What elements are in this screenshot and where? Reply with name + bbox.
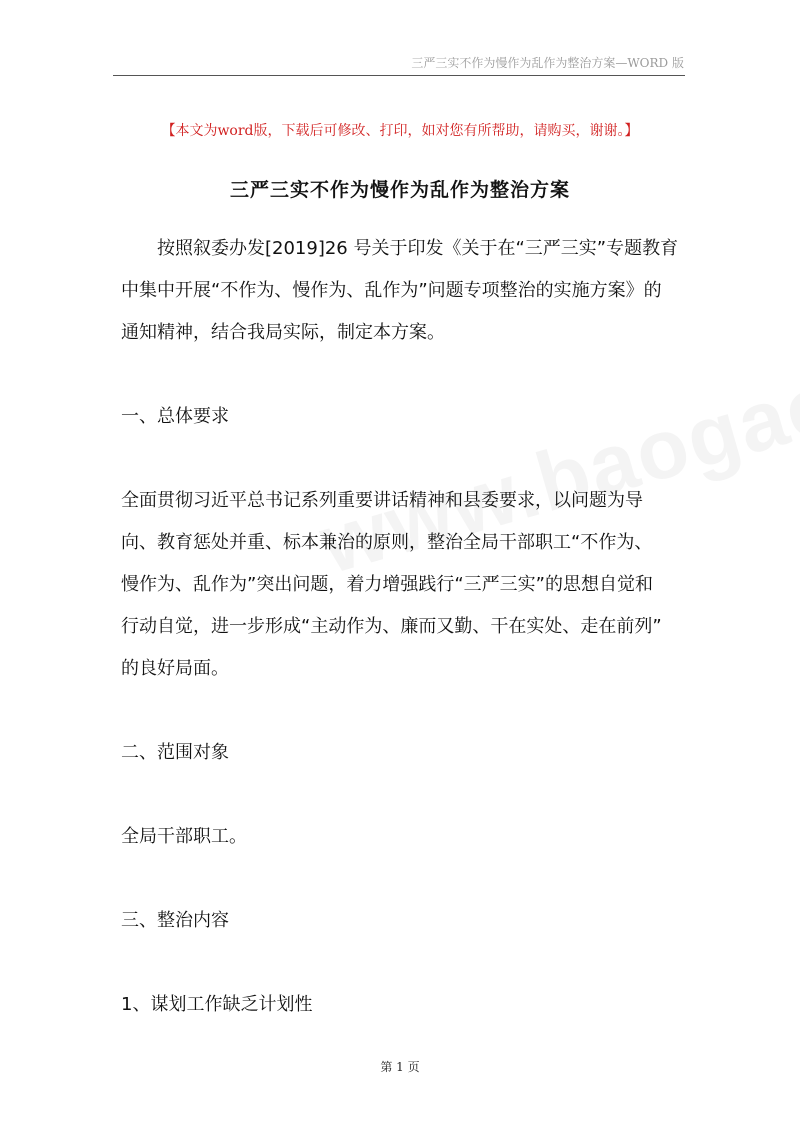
general-requirements-paragraph <box>121 480 691 690</box>
paragraph-line: 慢作为、乱作为”突出问题，着力增强践行“三严三实”的思想自觉和 <box>121 574 653 595</box>
section-heading-general-requirements: 一、总体要求 <box>121 406 229 427</box>
subheading-planning: 1、谋划工作缺乏计划性 <box>121 994 313 1015</box>
page-number: 第 1 页 <box>380 1060 420 1074</box>
scope-paragraph <box>121 816 691 858</box>
header-divider <box>113 75 685 76</box>
paragraph-line: 全局干部职工。 <box>121 826 247 847</box>
paragraph-line: 行动自觉，进一步形成“主动作为、廉而又勤、干在实处、走在前列” <box>121 616 662 637</box>
paragraph-line: 按照叙委办发[2019]26 号关于印发《关于在“三严三实”专题教育 <box>157 238 679 259</box>
paragraph-line: 全面贯彻习近平总书记系列重要讲话精神和县委要求，以问题为导 <box>121 490 643 511</box>
document-title: 三严三实不作为慢作为乱作为整治方案 <box>229 179 570 201</box>
running-header: 三严三实不作为慢作为乱作为整治方案—WORD 版 <box>411 56 684 70</box>
intro-paragraph <box>121 228 691 354</box>
section-heading-rectification-content: 三、整治内容 <box>121 910 229 931</box>
purchase-notice: 【本文为word版，下载后可修改、打印，如对您有所帮助，请购买，谢谢。】 <box>161 123 639 139</box>
paragraph-line: 的良好局面。 <box>121 658 229 679</box>
paragraph-line: 向、教育惩处并重、标本兼治的原则，整治全局干部职工“不作为、 <box>121 532 653 553</box>
paragraph-line: 通知精神，结合我局实际，制定本方案。 <box>121 322 445 343</box>
section-heading-scope: 二、范围对象 <box>121 742 229 763</box>
paragraph-line: 中集中开展“不作为、慢作为、乱作为”问题专项整治的实施方案》的 <box>121 280 662 301</box>
